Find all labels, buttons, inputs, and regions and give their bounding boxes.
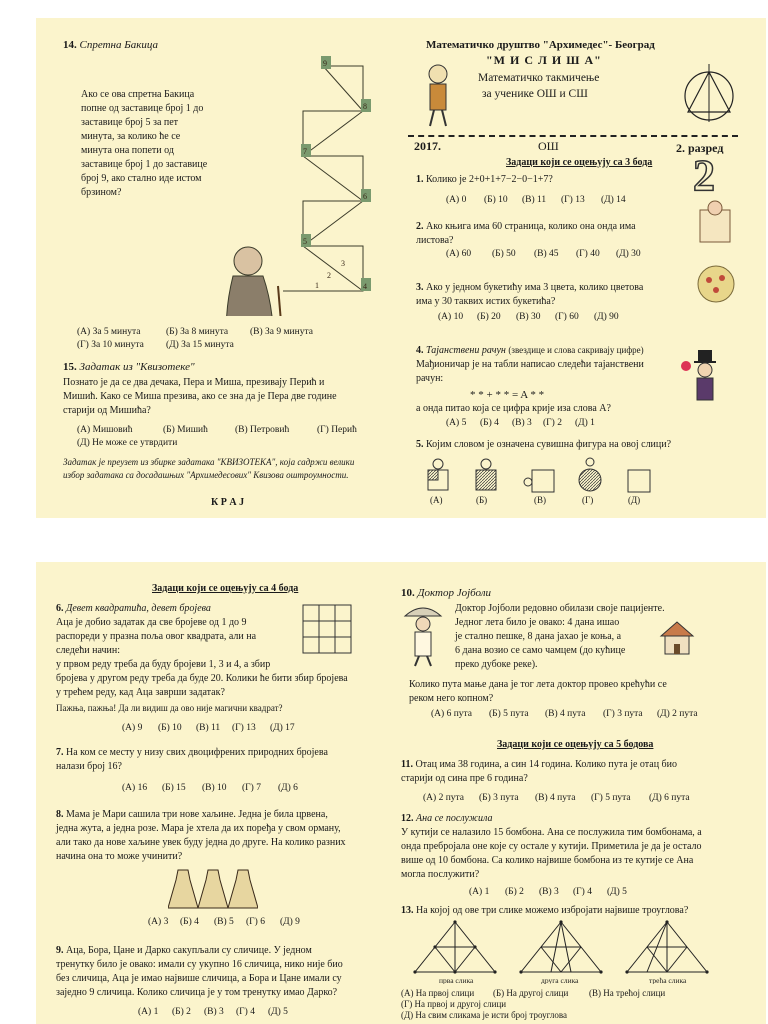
flag-4: 4	[363, 282, 367, 291]
competition-subtitle-1: Математичко такмичење	[478, 72, 600, 84]
q3-number: 3.	[416, 282, 424, 293]
q11-answer-d: (Г) 5 пута	[591, 793, 631, 803]
section-4-points: Задаци који се оцењују са 4 бода	[152, 583, 299, 594]
q2-number: 2.	[416, 221, 424, 232]
big-grade-number: 2	[693, 151, 715, 200]
q5-label-c: (В)	[534, 495, 546, 505]
q9-line-1: тренутку било је овако: имали су укупно 16 сличица, нико није био	[56, 959, 343, 970]
q15-number: 15.	[63, 361, 77, 373]
q15-answer-e: (Д) Не може се утврдити	[77, 438, 178, 448]
q15-answer-d: (Г) Перић	[317, 425, 357, 435]
q14-answer-b: (Б) За 8 минута	[166, 327, 229, 337]
q6-answer-e: (Д) 17	[270, 723, 295, 733]
q15-line-2: старији од Мишића?	[63, 405, 151, 416]
q6-line-1: распореди у празна поља овог квадрата, али на	[56, 631, 257, 642]
q6-title: Девет квадратића, девет бројева	[66, 603, 211, 614]
q14-line-7: брзином?	[81, 187, 122, 198]
q5-label-e: (Д)	[628, 495, 641, 505]
q14-block	[63, 38, 403, 508]
section-5-points: Задаци који се оцењују са 5 бодова	[497, 739, 654, 750]
q10-q13-block	[401, 582, 756, 1022]
q12-line-0: У кутији се налазило 15 бомбона. Ана се послужила тим бомбонама, а	[401, 827, 702, 838]
q4-line-1: рачун:	[416, 373, 444, 384]
q10-tail-1: реком него копном?	[409, 693, 494, 704]
q7-answer-d: (Г) 7	[242, 783, 261, 793]
q12-answer-d: (Г) 4	[573, 887, 592, 897]
header-and-q1-q5	[408, 38, 748, 508]
q6-number: 6.	[56, 603, 64, 614]
q2-answer-d: (Г) 40	[576, 249, 600, 259]
q6-answer-c: (В) 11	[196, 723, 221, 733]
q6-line-6: Пажња, пажња! Да ли видиш да ово није магични квадрат?	[56, 703, 283, 713]
flag-9: 9	[323, 59, 327, 68]
house-illustration	[657, 618, 697, 658]
q5-label-d: (Г)	[582, 495, 594, 505]
q6-q9-block	[56, 582, 396, 1022]
q4-title: Тајанствени рачун	[426, 345, 506, 356]
q15-line-1: Мишић. Како се Миша презива, ако се зна да је Пера две године	[63, 391, 337, 402]
q8-line-3: начина она то може учинити?	[56, 851, 183, 862]
q13-text: На којој од ове три слике можемо избројати највише троуглова?	[416, 905, 689, 916]
figure-a	[428, 459, 448, 490]
q1-answer-a: (А) 0	[446, 195, 467, 205]
q4-answer-e: (Д) 1	[575, 418, 595, 428]
q9-answer-e: (Д) 5	[268, 1007, 288, 1017]
figure-d	[579, 458, 601, 491]
q14-number: 14.	[63, 39, 77, 51]
dresses-illustration	[168, 866, 258, 912]
flag-6: 6	[363, 192, 367, 201]
q6-line-3: у првом реду треба да буду бројеви 1, 3 и 4, а збир	[56, 659, 271, 670]
staircase-illustration	[223, 56, 383, 316]
q4-answer-c: (В) 3	[512, 418, 532, 428]
book-illustration	[696, 200, 736, 246]
year-label: 2017.	[414, 139, 441, 153]
q14-line-2: заставице број 5 за пет	[81, 117, 179, 128]
q1-answer-c: (В) 11	[522, 195, 547, 205]
q14-answer-d: (Г) За 10 минута	[77, 340, 144, 350]
q12-line-3: могла послужити?	[401, 869, 480, 880]
q11-number: 11.	[401, 759, 413, 770]
q11-line-0: Отац има 38 година, а син 14 година. Колико пута је отац био	[415, 759, 677, 770]
doctor-illustration	[401, 602, 447, 668]
q6-grid	[302, 604, 352, 654]
q9-line-0: Аца, Бора, Цане и Дарко сакупљали су сличице. У једном	[66, 945, 312, 956]
q2-line-0: Ако књига има 60 страница, колико она онда има	[426, 221, 636, 232]
q4-answer-a: (А) 5	[446, 418, 467, 428]
triangles-figures	[409, 920, 739, 984]
mascot-icon	[418, 60, 458, 130]
q12-title: Ана се послужила	[416, 813, 493, 824]
flag-7: 7	[303, 147, 307, 156]
competition-name: "М И С Л И Ш А"	[486, 53, 602, 67]
q10-line-3: 6 дана возио се само чамцем (до кућице	[455, 645, 626, 656]
grade-label: 2. разред	[676, 141, 724, 155]
q7-answer-b: (Б) 15	[162, 783, 186, 793]
q4-answer-b: (Б) 4	[480, 418, 499, 428]
q14-line-1: попне од заставице број 1 до	[81, 103, 204, 114]
q2-line-1: листова?	[416, 235, 454, 246]
end-label: К Р А Ј	[211, 497, 245, 508]
q12-answer-b: (Б) 2	[505, 887, 524, 897]
q2-answer-b: (Б) 50	[492, 249, 516, 259]
q14-line-6: број 9, ако стално иде истом	[81, 173, 202, 184]
q6-line-4: бројева у другом реду треба да буде 20. Колики ће бити збир бројева	[56, 673, 348, 684]
q8-line-2: али тако да нове хаљине увек буду једна до друге. На колико разних	[56, 837, 346, 848]
archimedes-logo-icon	[680, 64, 738, 126]
q10-answer-a: (А) 6 пута	[431, 709, 473, 719]
magician-illustration	[678, 348, 728, 408]
q13-caption-3: трећа слика	[649, 976, 687, 984]
q15-title: Задатак из "Квизотеке"	[79, 361, 195, 373]
school-label: ОШ	[538, 139, 559, 153]
q4-note: (звездице и слова сакривају цифре)	[508, 345, 644, 355]
q14-answer-a: (А) За 5 минута	[77, 327, 141, 337]
figure-e	[628, 470, 650, 492]
q9-number: 9.	[56, 945, 64, 956]
q1-answer-b: (Б) 10	[484, 195, 508, 205]
q9-answer-d: (Г) 4	[236, 1007, 255, 1017]
q1-answer-e: (Д) 14	[601, 195, 626, 205]
q4-tail: а онда питао која се цифра крије иза слова А?	[416, 403, 611, 414]
q3-line-1: има у 30 таквих истих букетића?	[416, 296, 556, 307]
q8-number: 8.	[56, 809, 64, 820]
q2-answer-a: (А) 60	[446, 249, 472, 259]
q15-answer-c: (В) Петровић	[235, 425, 290, 435]
q5-number: 5.	[416, 439, 424, 450]
q14-line-0: Ако се ова спретна Бакица	[81, 89, 195, 100]
q12-answer-a: (А) 1	[469, 887, 490, 897]
q7-answer-c: (В) 10	[202, 783, 227, 793]
flag-2: 2	[327, 271, 331, 280]
q5-label-a: (А)	[430, 495, 443, 505]
q15-answer-a: (А) Мишовић	[77, 425, 133, 435]
q13-answer-e: (Д) На свим сликама је исти број троуглова	[401, 1010, 567, 1020]
q7-answer-a: (А) 16	[122, 783, 148, 793]
q9-answer-b: (Б) 2	[172, 1007, 191, 1017]
q9-answer-a: (А) 1	[138, 1007, 159, 1017]
q7-line-0: На ком се месту у низу свих двоцифрених природних бројева	[66, 747, 328, 758]
q15-line-0: Познато је да се два дечака, Пера и Миша, презивају Перић и	[63, 377, 325, 388]
q8-answer-d: (Г) 6	[246, 917, 265, 927]
q12-number: 12.	[401, 813, 414, 824]
q3-answer-b: (Б) 20	[477, 312, 501, 322]
figure-c	[524, 470, 554, 492]
q3-answer-e: (Д) 90	[594, 312, 619, 322]
q6-answer-b: (Б) 10	[158, 723, 182, 733]
q14-line-5: заставице број 1 до заставице	[81, 159, 208, 170]
q9-answer-c: (В) 3	[204, 1007, 224, 1017]
q12-answer-e: (Д) 5	[607, 887, 627, 897]
flag-5: 5	[303, 237, 307, 246]
q8-answer-e: (Д) 9	[280, 917, 300, 927]
q5-figures	[422, 454, 722, 506]
q3-answer-d: (Г) 60	[555, 312, 579, 322]
q13-answer-a: (А) На првој слици	[401, 988, 475, 998]
q1-number: 1.	[416, 174, 424, 185]
q1-answer-d: (Г) 13	[561, 195, 585, 205]
q11-answer-c: (В) 4 пута	[535, 793, 576, 803]
q10-line-1: Једног лета било је овако: 4 дана ишао	[455, 617, 620, 628]
q9-line-3: заједно 9 сличица. Колико сличица је у том тренутку имао Дарко?	[56, 987, 338, 998]
footnote-line-0: Задатак је преузет из збирке задатака "КВИЗОТЕКА", која садржи велики	[63, 457, 355, 467]
grandma-figure	[226, 247, 283, 316]
q14-line-4: минута она попети од	[81, 145, 174, 156]
q6-answer-a: (А) 9	[122, 723, 143, 733]
q7-number: 7.	[56, 747, 64, 758]
q14-answer-e: (Д) За 15 минута	[166, 340, 234, 350]
q4-answer-d: (Г) 2	[543, 418, 562, 428]
q8-answer-c: (В) 5	[214, 917, 234, 927]
q10-answer-d: (Г) 3 пута	[603, 709, 643, 719]
q13-number: 13.	[401, 905, 414, 916]
header-dashed-line	[408, 135, 738, 137]
q3-answer-a: (А) 10	[438, 312, 464, 322]
bouquet-illustration	[694, 262, 738, 312]
q9-line-2: без сличица, Аца је имао највише сличица, а Бора и Цане имали су	[56, 973, 342, 984]
footnote-line-1: избор задатака са досадашњих "Архимедесових" Квизова оштроумности.	[63, 470, 349, 480]
triangle-figure-1	[415, 922, 495, 972]
flag-3: 3	[341, 259, 345, 268]
q10-answer-c: (В) 4 пута	[545, 709, 586, 719]
q6-line-5: у трећем реду, кад Аца заврши задатак?	[56, 687, 225, 698]
q10-line-4: преко дубоке реке).	[455, 659, 538, 670]
q13-answer-c: (В) На трећој слици	[589, 988, 666, 998]
flag-1: 1	[315, 281, 319, 290]
q7-line-1: налази број 16?	[56, 761, 122, 772]
top-sheet	[36, 18, 766, 518]
org-title: Математичко друштво "Архимедес"- Београд	[426, 39, 655, 51]
q14-answer-c: (В) За 9 минута	[250, 327, 313, 337]
q11-line-1: старији од сина пре 6 година?	[401, 773, 528, 784]
q14-line-3: минута, за колико ће се	[81, 131, 181, 142]
q15-answer-b: (Б) Мишић	[163, 425, 208, 435]
q11-answer-a: (А) 2 пута	[423, 793, 465, 803]
competition-subtitle-2: за ученике ОШ и СШ	[482, 88, 588, 100]
figure-b	[476, 459, 496, 490]
q12-line-2: више од 10 бомбона. Са колико највише бомбона из те кутије се Ана	[401, 855, 694, 866]
q14-title: Спретна Бакица	[79, 39, 158, 51]
q4-number: 4.	[416, 345, 424, 356]
q8-line-1: једна жута, а једна розе. Мара је хтела да их поређа у свом орману,	[56, 823, 341, 834]
q12-answer-c: (В) 3	[539, 887, 559, 897]
q4-line-0: Мађионичар је на табли написао следећи тајанствени	[416, 359, 644, 370]
q2-answer-e: (Д) 30	[616, 249, 641, 259]
q3-answer-c: (В) 30	[516, 312, 541, 322]
q13-caption-2: друга слика	[541, 976, 579, 984]
q5-label-b: (Б)	[476, 495, 488, 505]
q10-number: 10.	[401, 587, 415, 599]
q6-answer-d: (Г) 13	[232, 723, 256, 733]
triangle-figure-2	[521, 922, 601, 972]
q2-answer-c: (В) 45	[534, 249, 559, 259]
section-3-points: Задаци који се оцењују са 3 бода	[506, 157, 653, 168]
q8-answer-b: (Б) 4	[180, 917, 199, 927]
q13-caption-1: прва слика	[439, 976, 474, 984]
q4-equation: * * + * * = A * *	[470, 389, 545, 401]
q11-answer-e: (Д) 6 пута	[649, 793, 690, 803]
bottom-sheet	[36, 562, 766, 1024]
q6-line-2: следећи начин:	[56, 645, 121, 656]
q10-tail-0: Колико пута мање дана је тог лета доктор провео крећући се	[409, 679, 667, 690]
q3-line-0: Ако у једном букетићу има 3 цвета, колико цветова	[426, 282, 644, 293]
q13-answer-d: (Г) На првој и другој слици	[401, 999, 507, 1009]
q10-line-0: Доктор Јојболи редовно обилази своје пацијенте.	[455, 603, 665, 614]
q11-answer-b: (Б) 3 пута	[479, 793, 519, 803]
q7-answer-e: (Д) 6	[278, 783, 298, 793]
q10-answer-e: (Д) 2 пута	[657, 709, 698, 719]
q6-line-0: Аца је добио задатак да све бројеве од 1 до 9	[56, 617, 247, 628]
q8-line-0: Мама је Мари сашила три нове хаљине. Једна је била црвена,	[66, 809, 328, 820]
triangle-figure-3	[627, 922, 707, 972]
q5-text: Којим словом је означена сувишна фигура на овој слици?	[426, 439, 672, 450]
q12-line-1: онда пребројала оне које су остале у кутији. Приметила је да је остало	[401, 841, 702, 852]
q13-answer-b: (Б) На другој слици	[493, 988, 569, 998]
q10-answer-b: (Б) 5 пута	[489, 709, 529, 719]
q1-text: Колико је 2+0+1+7−2−0−1+7?	[426, 174, 553, 185]
q8-answer-a: (А) 3	[148, 917, 169, 927]
q10-title: Доктор Јојболи	[417, 587, 492, 599]
flag-8: 8	[363, 102, 367, 111]
q10-line-2: је стално пешке, 8 дана јахао је коња, а	[455, 631, 622, 642]
